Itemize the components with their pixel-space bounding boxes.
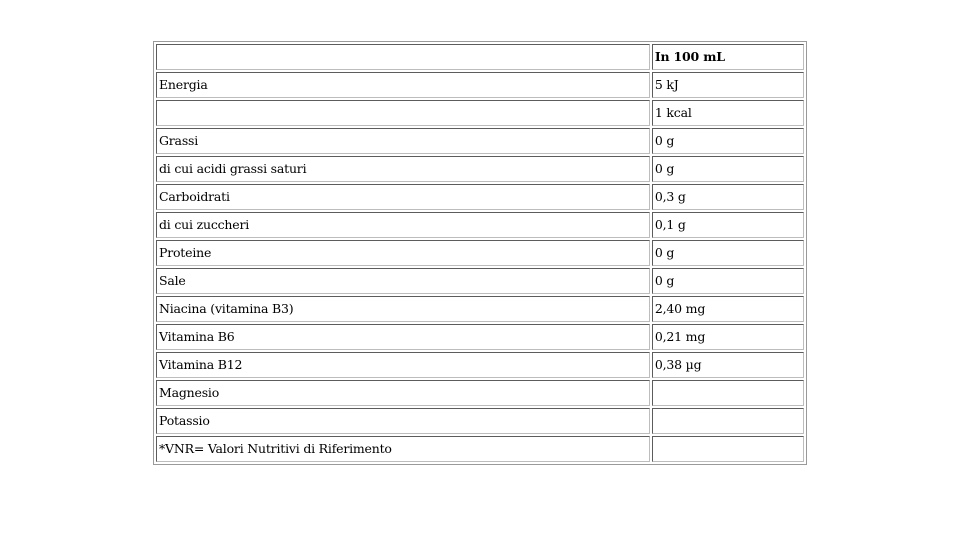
row-label: Potassio	[156, 408, 650, 434]
row-label	[156, 100, 650, 126]
nutrition-table	[153, 41, 807, 465]
table-row	[156, 352, 804, 378]
table-row	[156, 380, 804, 406]
table-row	[156, 184, 804, 210]
table-row	[156, 212, 804, 238]
table-row	[156, 72, 804, 98]
table-row	[156, 156, 804, 182]
row-label: Sale	[156, 268, 650, 294]
nutrition-table-body	[156, 44, 804, 462]
table-row	[156, 324, 804, 350]
row-label: di cui acidi grassi saturi	[156, 156, 650, 182]
footnote-label: *VNR= Valori Nutritivi di Riferimento	[156, 436, 650, 462]
table-row	[156, 408, 804, 434]
row-value: 0 g	[652, 240, 804, 266]
table-row	[156, 100, 804, 126]
row-label: Carboidrati	[156, 184, 650, 210]
row-value: 0,1 g	[652, 212, 804, 238]
table-header-row	[156, 44, 804, 70]
table-row	[156, 128, 804, 154]
row-value: 0 g	[652, 268, 804, 294]
footnote-value	[652, 436, 804, 462]
table-footnote-row	[156, 436, 804, 462]
table-row	[156, 296, 804, 322]
row-value: 5 kJ	[652, 72, 804, 98]
row-value	[652, 408, 804, 434]
header-label-cell	[156, 44, 650, 70]
row-label: Niacina (vitamina B3)	[156, 296, 650, 322]
row-label: Grassi	[156, 128, 650, 154]
row-label: Magnesio	[156, 380, 650, 406]
row-value: 1 kcal	[652, 100, 804, 126]
row-label: Proteine	[156, 240, 650, 266]
row-label: di cui zuccheri	[156, 212, 650, 238]
row-label: Vitamina B6	[156, 324, 650, 350]
row-label: Vitamina B12	[156, 352, 650, 378]
table-row	[156, 268, 804, 294]
row-value: 0,21 mg	[652, 324, 804, 350]
row-value: 0 g	[652, 128, 804, 154]
row-value	[652, 380, 804, 406]
row-value: 0,3 g	[652, 184, 804, 210]
row-value: 2,40 mg	[652, 296, 804, 322]
header-value-cell: In 100 mL	[652, 44, 804, 70]
row-value: 0 g	[652, 156, 804, 182]
row-value: 0,38 µg	[652, 352, 804, 378]
row-label: Energia	[156, 72, 650, 98]
table-row	[156, 240, 804, 266]
